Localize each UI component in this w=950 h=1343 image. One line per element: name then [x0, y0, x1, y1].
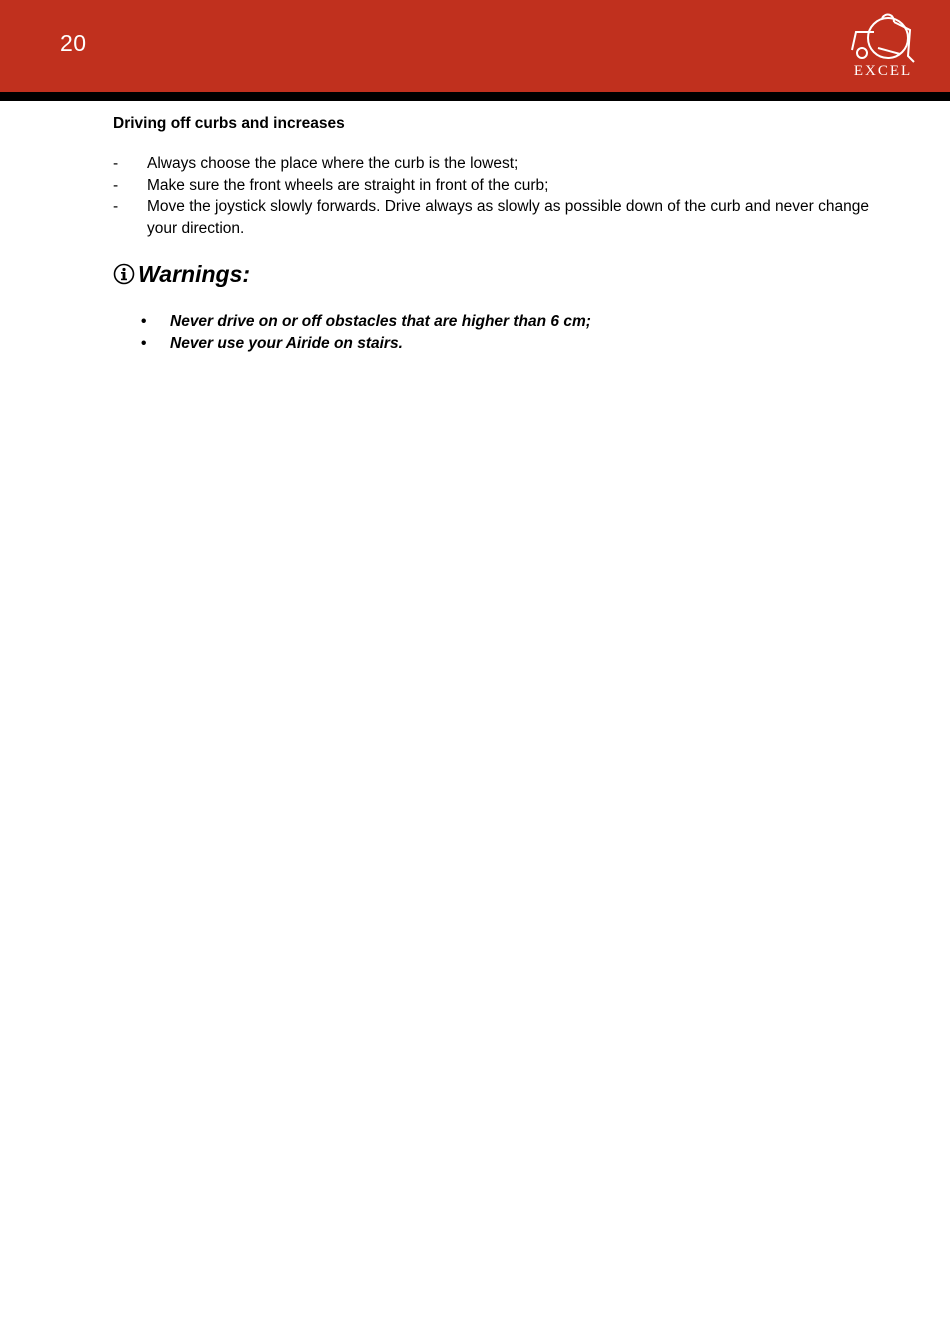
logo-wordmark: EXCEL [853, 63, 913, 79]
header-rule [0, 92, 950, 101]
page-content [113, 113, 873, 355]
page-header [0, 0, 950, 92]
warning-text: Never use your Airide on stairs. [170, 335, 403, 352]
page-number: 20 [60, 30, 87, 56]
warnings-heading-text: Warnings: [138, 261, 251, 287]
instruction-list [113, 153, 873, 239]
list-item: - Always choose the place where the curb is the lowest; [113, 155, 519, 172]
list-item: • Never drive on or off obstacles that are higher than 6 cm; [141, 313, 591, 330]
warning-text: Never drive on or off obstacles that are higher than 6 cm; [170, 313, 591, 330]
list-item-text: Move the joystick slowly forwards. Drive always as slowly as possible down of the curb and never change your direction. [147, 198, 869, 237]
list-item: - Move the joystick slowly forwards. Drive always as slowly as possible down of the curb and never change your direction. [113, 198, 869, 237]
warnings-heading [113, 259, 873, 289]
list-item: • Never use your Airide on stairs. [141, 335, 403, 352]
list-item: - Make sure the front wheels are straight in front of the curb; [113, 176, 549, 194]
warnings-list [113, 311, 873, 355]
section-title: Driving off curbs and increases [113, 115, 345, 132]
list-item-text: Always choose the place where the curb is the lowest; [147, 155, 519, 172]
info-icon [113, 263, 135, 285]
list-item-text: Make sure the front wheels are straight in front of the curb; [147, 176, 549, 194]
